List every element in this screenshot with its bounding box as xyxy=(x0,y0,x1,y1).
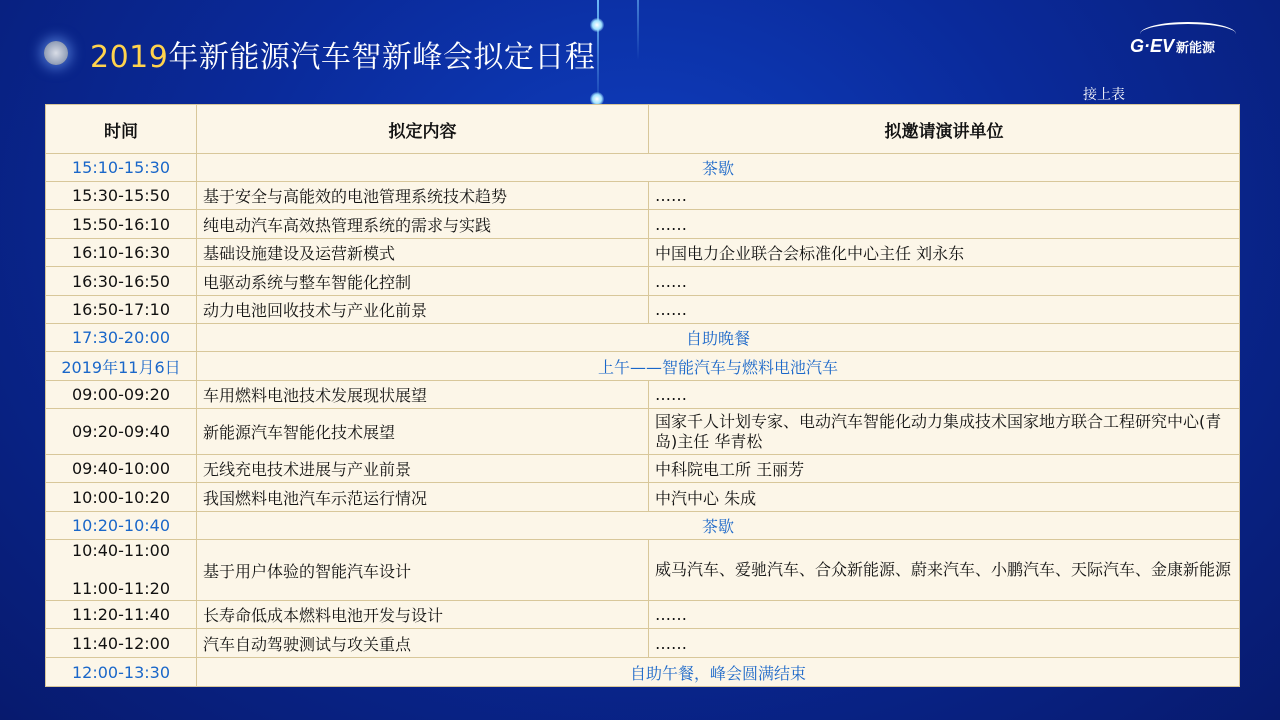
logo-text xyxy=(1130,36,1215,57)
speaker-cell: …… xyxy=(649,182,1240,210)
content-cell: 汽车自动驾驶测试与攻关重点 xyxy=(197,629,649,658)
continued-note: 接上表 xyxy=(1083,87,1125,103)
title-text: 年新能源汽车智新峰会拟定日程 xyxy=(168,40,596,75)
speaker-cell: …… xyxy=(649,296,1240,324)
table-row xyxy=(46,154,1240,182)
speaker-cell: …… xyxy=(649,601,1240,629)
speaker-cell: 中国电力企业联合会标准化中心主任 刘永东 xyxy=(649,239,1240,267)
table-row xyxy=(46,455,1240,483)
content-cell: 基础设施建设及运营新模式 xyxy=(197,239,649,267)
table-row xyxy=(46,324,1240,352)
content-cell: 基于安全与高能效的电池管理系统技术趋势 xyxy=(197,182,649,210)
schedule-table xyxy=(45,104,1240,687)
time-cell: 17:30-20:00 xyxy=(46,324,197,352)
title-year: 2019 xyxy=(90,40,169,75)
table-row xyxy=(46,381,1240,409)
page-title xyxy=(90,32,595,76)
logo-sub: 新能源 xyxy=(1176,40,1216,55)
title-bullet-icon xyxy=(44,41,68,65)
content-cell: 动力电池回收技术与产业化前景 xyxy=(197,296,649,324)
decorative-light-line xyxy=(637,0,639,60)
speaker-cell: 中汽中心 朱成 xyxy=(649,483,1240,512)
gev-logo xyxy=(1126,22,1248,62)
header-content: 拟定内容 xyxy=(197,105,649,154)
time-cell: 09:40-10:00 xyxy=(46,455,197,483)
merged-cell: 茶歇 xyxy=(197,154,1240,182)
speaker-cell: 中科院电工所 王丽芳 xyxy=(649,455,1240,483)
session-cell: 上午——智能汽车与燃料电池汽车 xyxy=(197,352,1240,381)
content-cell: 电驱动系统与整车智能化控制 xyxy=(197,267,649,296)
time-cell: 11:40-12:00 xyxy=(46,629,197,658)
time-cell: 12:00-13:30 xyxy=(46,658,197,687)
time-cell: 16:50-17:10 xyxy=(46,296,197,324)
time-cell: 15:10-15:30 xyxy=(46,154,197,182)
time-start: 10:40-11:00 xyxy=(72,541,170,560)
speaker-cell: …… xyxy=(649,629,1240,658)
header-speaker: 拟邀请演讲单位 xyxy=(649,105,1240,154)
table-row xyxy=(46,296,1240,324)
time-cell: 09:00-09:20 xyxy=(46,381,197,409)
time-cell xyxy=(46,540,197,601)
merged-cell: 茶歇 xyxy=(197,512,1240,540)
time-cell: 15:50-16:10 xyxy=(46,210,197,239)
speaker-cell: …… xyxy=(649,381,1240,409)
time-cell: 11:20-11:40 xyxy=(46,601,197,629)
table-row xyxy=(46,239,1240,267)
time-cell: 15:30-15:50 xyxy=(46,182,197,210)
table-row xyxy=(46,210,1240,239)
table-row xyxy=(46,409,1240,455)
decorative-glow-dot xyxy=(590,18,604,32)
speaker-cell: …… xyxy=(649,210,1240,239)
content-cell: 我国燃料电池汽车示范运行情况 xyxy=(197,483,649,512)
content-cell: 长寿命低成本燃料电池开发与设计 xyxy=(197,601,649,629)
merged-cell: 自助午餐，峰会圆满结束 xyxy=(197,658,1240,687)
table-row xyxy=(46,483,1240,512)
logo-main: G·EV xyxy=(1130,36,1175,56)
table-row xyxy=(46,512,1240,540)
merged-cell: 自助晚餐 xyxy=(197,324,1240,352)
speaker-cell: …… xyxy=(649,267,1240,296)
content-cell: 基于用户体验的智能汽车设计 xyxy=(197,540,649,601)
time-end: 11:00-11:20 xyxy=(72,579,170,598)
content-cell: 无线充电技术进展与产业前景 xyxy=(197,455,649,483)
time-cell: 10:00-10:20 xyxy=(46,483,197,512)
table-row xyxy=(46,352,1240,381)
table-row xyxy=(46,540,1240,601)
speaker-cell: 国家千人计划专家、电动汽车智能化动力集成技术国家地方联合工程研究中心(青岛)主任 华青松 xyxy=(649,409,1240,455)
date-cell: 2019年11月6日 xyxy=(46,352,197,381)
table-header-row xyxy=(46,105,1240,154)
table-row xyxy=(46,182,1240,210)
table-row xyxy=(46,267,1240,296)
time-cell: 16:10-16:30 xyxy=(46,239,197,267)
header-time: 时间 xyxy=(46,105,197,154)
table-row xyxy=(46,601,1240,629)
table-row xyxy=(46,658,1240,687)
content-cell: 纯电动汽车高效热管理系统的需求与实践 xyxy=(197,210,649,239)
content-cell: 新能源汽车智能化技术展望 xyxy=(197,409,649,455)
table-row xyxy=(46,629,1240,658)
speaker-cell: 威马汽车、爱驰汽车、合众新能源、蔚来汽车、小鹏汽车、天际汽车、金康新能源 xyxy=(649,540,1240,601)
content-cell: 车用燃料电池技术发展现状展望 xyxy=(197,381,649,409)
time-cell: 09:20-09:40 xyxy=(46,409,197,455)
time-cell: 16:30-16:50 xyxy=(46,267,197,296)
time-cell: 10:20-10:40 xyxy=(46,512,197,540)
